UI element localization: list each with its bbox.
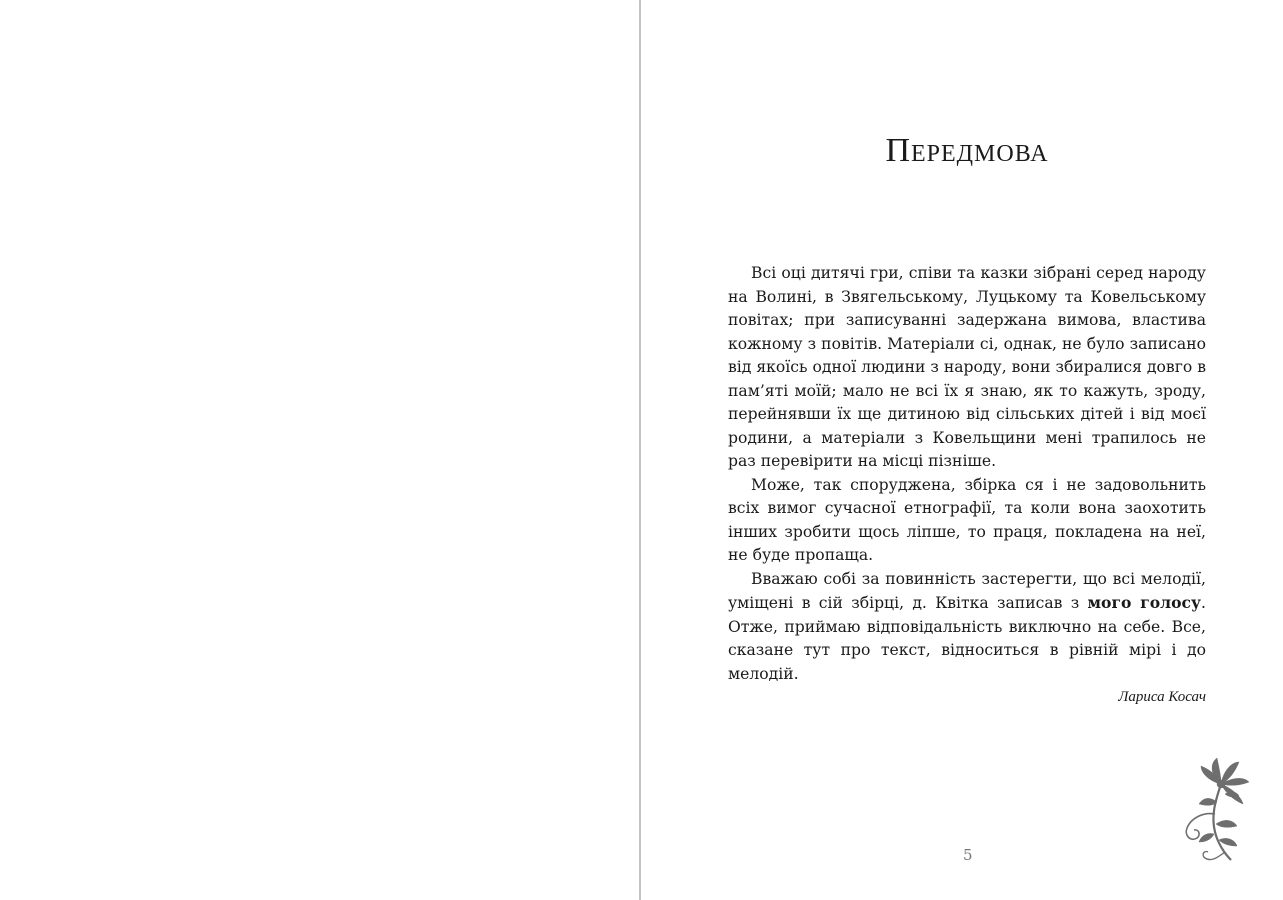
- paragraph-3-start: Вважаю собі за повинність застерегти, що всі мелодії, уміщені в сій збірці, д. Квітка записав з: [728, 569, 1206, 612]
- page-number: 5: [963, 846, 973, 864]
- paragraph-3-end: . Отже, приймаю відповідальність виключно на себе. Все, сказане тут про текст, відноситься в рівній мірі і до мелодій.: [728, 594, 1206, 683]
- page-title: Передмова: [885, 132, 1049, 169]
- paragraph-2: Може, так споруджена, збірка ся і не задовольнить всіх вимог сучасної етнографії, та коли вона заохотить інших зробити щось ліпше, то праця, покладена на неї, не буде пропаща.: [728, 475, 1206, 564]
- paragraph-3: [728, 568, 1206, 687]
- left-page-blank: [0, 0, 639, 900]
- author-signature: Лариса Косач: [1118, 689, 1206, 705]
- preface-text: [728, 262, 1206, 686]
- floral-ornament-icon: [1181, 754, 1251, 866]
- right-page: [641, 0, 1283, 900]
- paragraph-1: Всі оці дитячі гри, співи та казки зібрані серед народу на Волині, в Звягельському, Луцькому та Ковельському повітах; при записуванні задержана вимова, властива кожному з повітів. Матеріали сі, однак, не було записано від якоїсь одної людини з народу, вони збиралися довго в пам’яті моїй; мало не всі їх я знаю, як то кажуть, зроду, перейнявши їх ще дитиною від сільських дітей і від моєї родини, а матеріали з Ковельщини мені трапилось не раз перевірити на місці пізніше.: [728, 264, 1206, 470]
- paragraph-3-emphasis: мого голосу: [1087, 593, 1202, 612]
